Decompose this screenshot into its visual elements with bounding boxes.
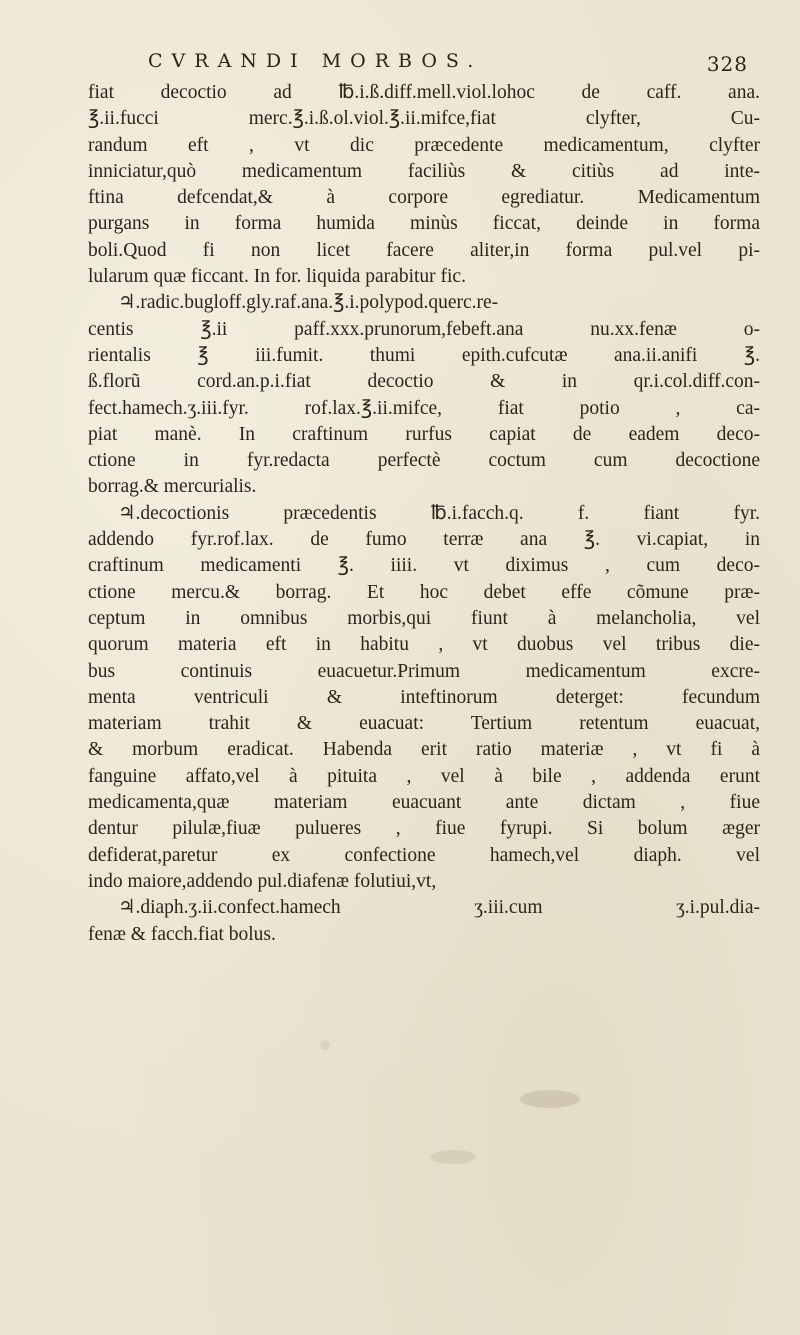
text-line: fiat decoctio ad ℔.i.ß.diff.mell.viol.lohoc de caff. ana.	[88, 82, 760, 103]
running-head	[148, 46, 748, 80]
text-line: quorum materia eft in habitu , vt duobus vel tribus die-	[88, 634, 760, 656]
text-line: inniciatur,quò medicamentum faciliùs & citiùs ad inte-	[88, 160, 760, 182]
text-line: borrag.& mercurialis.	[88, 476, 257, 498]
text-line: ctione mercu.& borrag. Et hoc debet effe cõmune præ-	[88, 581, 760, 603]
text-line: ♃.decoctionis præcedentis ℔.i.facch.q. f. fiant fyr.	[118, 502, 760, 524]
text-line: craftinum medicamenti ℥. iiii. vt diximus , cum deco-	[88, 555, 760, 577]
text-line: fanguine affato,vel à pituita , vel à bile , addenda erunt	[88, 765, 760, 787]
text-line: ctione in fyr.redacta perfectè coctum cum decoctione	[88, 450, 760, 472]
text-line: bus continuis euacuetur.Primum medicamentum excre-	[88, 660, 760, 682]
text-line: purgans in forma humida minùs ficcat, deinde in forma	[88, 213, 760, 235]
text-line: lularum quæ ficcant. In for. liquida parabitur fic.	[88, 266, 466, 288]
paper-stain	[430, 1150, 476, 1164]
text-line: ceptum in omnibus morbis,qui fiunt à melancholia, vel	[88, 607, 760, 629]
paper-stain	[320, 1040, 330, 1050]
running-title: CVRANDI MORBOS.	[148, 50, 483, 72]
text-line: fect.hamech.ʒ.iii.fyr. rof.lax.℥.ii.mifce, fiat potio , ca-	[88, 397, 760, 419]
text-line: dentur pilulæ,fiuæ pulueres , fiue fyrupi. Si bolum æger	[88, 818, 760, 840]
text-line: rientalis ℥ iii.fumit. thumi epith.cufcutæ ana.ii.anifi ℥.	[88, 344, 760, 366]
page-number: 328	[706, 52, 748, 76]
text-line: ♃.diaph.ʒ.ii.confect.hamech ʒ.iii.cum ʒ.i.pul.dia-	[118, 897, 760, 919]
text-line: piat manè. In craftinum rurfus capiat de eadem deco-	[88, 423, 760, 445]
text-line: defiderat,paretur ex confectione hamech,vel diaph. vel	[88, 844, 760, 866]
text-line: medicamenta,quæ materiam euacuant ante dictam , fiue	[88, 792, 760, 814]
paper-stain	[520, 1090, 580, 1108]
text-line: ß.florũ cord.an.p.i.fiat decoctio & in qr.i.col.diff.con-	[88, 371, 760, 393]
text-line: fenæ & facch.fiat bolus.	[88, 923, 276, 945]
text-line: materiam trahit & euacuat: Tertium retentum euacuat,	[88, 713, 760, 735]
text-line: menta ventriculi & inteftinorum deterget: fecundum	[88, 686, 760, 708]
text-line: indo maiore,addendo pul.diafenæ folutiui,vt,	[88, 870, 437, 892]
text-line: ftina defcendat,& à corpore egrediatur. Medicamentum	[88, 187, 760, 209]
text-line: randum eft , vt dic præcedente medicamentum, clyfter	[88, 134, 760, 156]
text-line: centis ℥.ii paff.xxx.prunorum,febeft.ana nu.xx.fenæ o-	[88, 318, 760, 340]
text-line: ♃.radic.bugloff.gly.raf.ana.℥.i.polypod.querc.re-	[118, 292, 499, 314]
text-line: boli.Quod fi non licet facere aliter,in forma pul.vel pi-	[88, 239, 760, 261]
text-line: ℥.ii.fucci merc.℥.i.ß.ol.viol.℥.ii.mifce,fiat clyfter, Cu-	[88, 108, 760, 130]
text-line: & morbum eradicat. Habenda erit ratio materiæ , vt fi à	[88, 739, 760, 761]
text-line: addendo fyr.rof.lax. de fumo terræ ana ℥. vi.capiat, in	[88, 529, 760, 551]
body-text	[88, 80, 760, 948]
